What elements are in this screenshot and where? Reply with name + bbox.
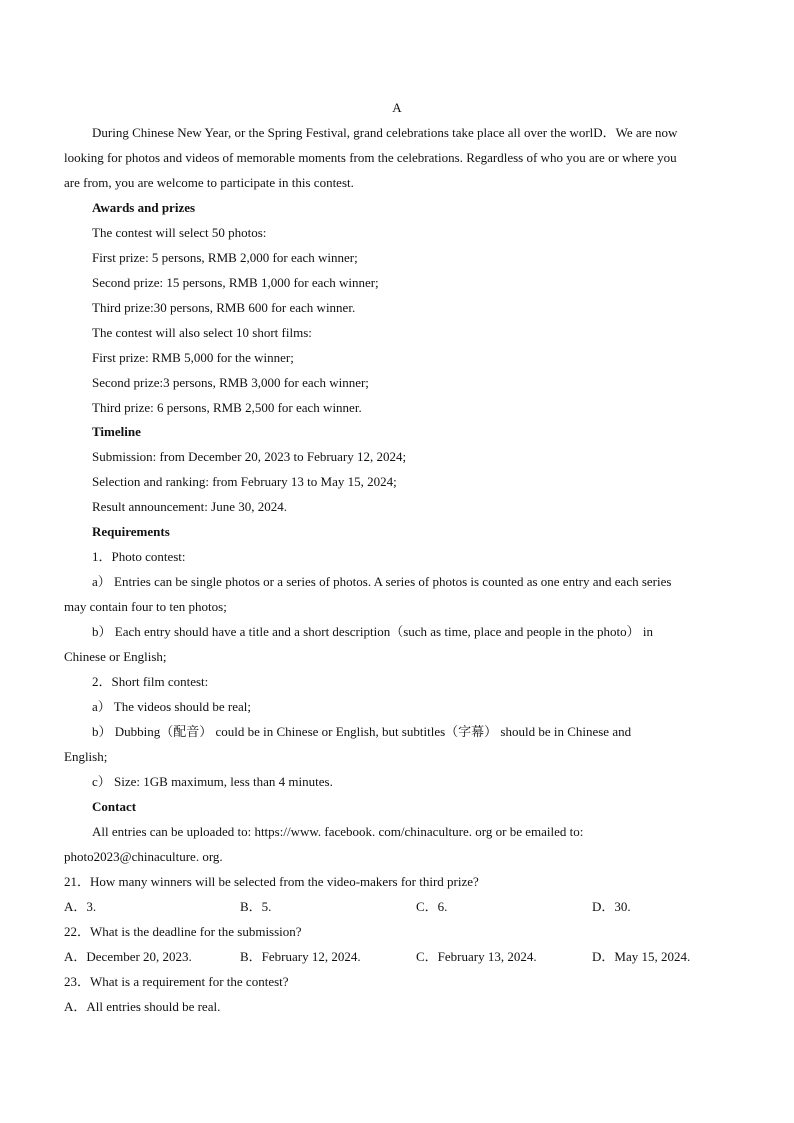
question-22-option-d: D．May 15, 2024. — [592, 949, 691, 964]
intro-line-1: During Chinese New Year, or the Spring Festival, grand celebrations take place all over the worlD．We are now — [92, 125, 678, 140]
contact-heading: Contact — [92, 799, 137, 814]
photo-intro: The contest will select 50 photos: — [92, 225, 267, 240]
timeline-result: Result announcement: June 30, 2024. — [92, 499, 287, 514]
intro-line-2: looking for photos and videos of memorable moments from the celebrations. Regardless of who you are or where you — [64, 150, 677, 165]
photo-third-prize: Third prize:30 persons, RMB 600 for each winner. — [92, 300, 356, 315]
question-21-option-b: B．5. — [240, 899, 272, 914]
passage-title: A — [392, 100, 402, 115]
film-req-c: c） Size: 1GB maximum, less than 4 minutes. — [92, 774, 333, 789]
question-21-option-d: D．30. — [592, 899, 631, 914]
film-req-b-line-1: b） Dubbing（配音） could be in Chinese or English, but subtitles（字幕） should be in Chinese and — [92, 724, 632, 739]
film-intro: The contest will also select 10 short films: — [92, 325, 312, 340]
question-22-option-a: A．December 20, 2023. — [64, 949, 192, 964]
photo-req-b-line-2: Chinese or English; — [64, 649, 167, 664]
photo-req-a-line-1: a） Entries can be single photos or a series of photos. A series of photos is counted as one entry and each series — [92, 574, 672, 589]
photo-req-b-line-1: b） Each entry should have a title and a short description（such as time, place and people in the photo） in — [92, 624, 654, 639]
film-req-b-line-2: English; — [64, 749, 108, 764]
question-22-option-b: B．February 12, 2024. — [240, 949, 361, 964]
film-first-prize: First prize: RMB 5,000 for the winner; — [92, 350, 294, 365]
contact-line-1: All entries can be uploaded to: https://www. facebook. com/chinaculture. org or be emailed to: — [92, 824, 584, 839]
question-22-stem: 22．What is the deadline for the submission? — [64, 924, 302, 939]
contact-line-2: photo2023@chinaculture. org. — [64, 849, 223, 864]
question-23-option-a: A．All entries should be real. — [64, 999, 221, 1014]
question-22-option-c: C．February 13, 2024. — [416, 949, 537, 964]
film-third-prize: Third prize: 6 persons, RMB 2,500 for each winner. — [92, 400, 362, 415]
question-21-option-a: A．3. — [64, 899, 97, 914]
question-21-stem: 21．How many winners will be selected from the video-makers for third prize? — [64, 874, 479, 889]
photo-contest-heading: 1．Photo contest: — [92, 549, 186, 564]
intro-line-3: are from, you are welcome to participate in this contest. — [64, 175, 354, 190]
question-23-stem: 23．What is a requirement for the contest? — [64, 974, 289, 989]
film-second-prize: Second prize:3 persons, RMB 3,000 for each winner; — [92, 375, 369, 390]
requirements-heading: Requirements — [92, 524, 170, 539]
photo-second-prize: Second prize: 15 persons, RMB 1,000 for each winner; — [92, 275, 379, 290]
photo-first-prize: First prize: 5 persons, RMB 2,000 for each winner; — [92, 250, 358, 265]
timeline-submission: Submission: from December 20, 2023 to February 12, 2024; — [92, 449, 407, 464]
film-req-a: a） The videos should be real; — [92, 699, 251, 714]
awards-heading: Awards and prizes — [92, 200, 196, 215]
question-21-option-c: C．6. — [416, 899, 448, 914]
film-contest-heading: 2．Short film contest: — [92, 674, 209, 689]
photo-req-a-line-2: may contain four to ten photos; — [64, 599, 227, 614]
timeline-heading: Timeline — [92, 424, 141, 439]
timeline-selection: Selection and ranking: from February 13 to May 15, 2024; — [92, 474, 397, 489]
